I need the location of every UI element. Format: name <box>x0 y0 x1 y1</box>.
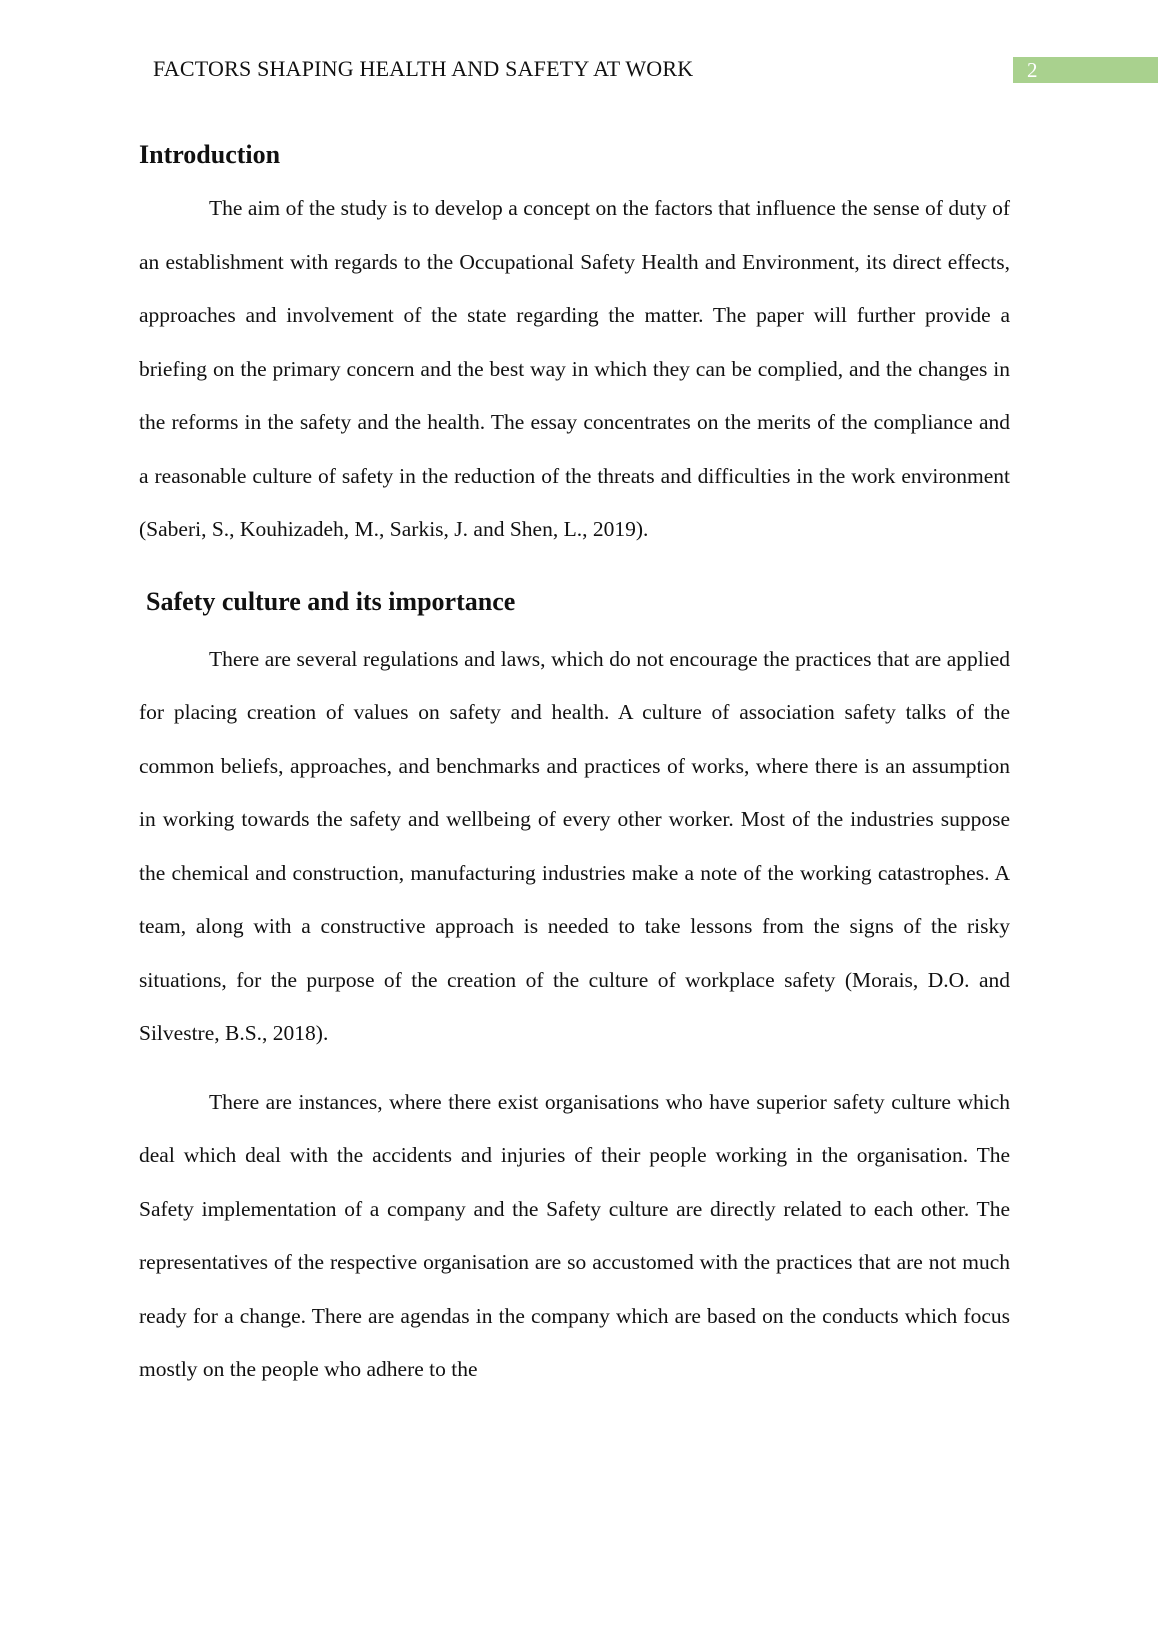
paragraph-safety-culture-1: There are several regulations and laws, which do not encourage the practices that are applied for placing creation of values on safety and health. A culture of association safety talks of the common beliefs, approaches, and benchmarks and practices of works, where there is an assumption in working towards the safety and wellbeing of every other worker. Most of the industries suppose the chemical and construction, manufacturing industries make a note of the working catastrophes. A team, along with a constructive approach is needed to take lessons from the signs of the risky situations, for the purpose of the creation of the culture of workplace safety (Morais, D.O. and Silvestre, B.S., 2018). <box>139 646 1010 1045</box>
paragraph-safety-culture-2: There are instances, where there exist organisations who have superior safety culture which deal which deal with the accidents and injuries of their people working in the organisation. The Safety implementation of a company and the Safety culture are directly related to each other. The representatives of the respective organisation are so accustomed with the practices that are not much ready for a change. There are agendas in the company which are based on the conducts which focus mostly on the people who adhere to the <box>139 1089 1010 1381</box>
section-heading-safety-culture: Safety culture and its importance <box>146 586 516 616</box>
page-number-badge <box>1013 57 1158 83</box>
section-heading-introduction: Introduction <box>139 140 281 169</box>
running-header-title: FACTORS SHAPING HEALTH AND SAFETY AT WORK <box>153 56 694 81</box>
page-number: 2 <box>1027 58 1038 82</box>
document-body <box>139 130 1010 1397</box>
paragraph-introduction: The aim of the study is to develop a concept on the factors that influence the sense of duty of an establishment with regards to the Occupational Safety Health and Environment, its direct effects, approaches and involvement of the state regarding the matter. The paper will further provide a briefing on the primary concern and the best way in which they can be complied, and the changes in the reforms in the safety and the health. The essay concentrates on the merits of the compliance and a reasonable culture of safety in the reduction of the threats and difficulties in the work environment (Saberi, S., Kouhizadeh, M., Sarkis, J. and Shen, L., 2019). <box>139 196 1010 541</box>
